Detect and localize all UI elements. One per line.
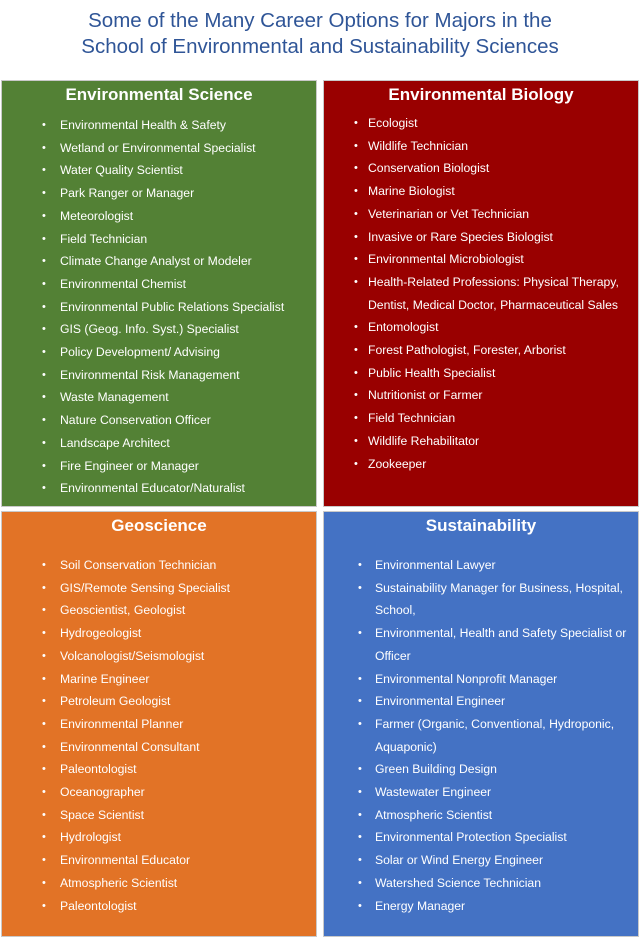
list-item <box>2 477 316 500</box>
bullet-icon: • <box>358 695 362 708</box>
panel-heading: Environmental Biology <box>388 85 574 104</box>
list-item <box>324 316 638 339</box>
list-item <box>324 872 638 895</box>
list-item-label: Environmental Educator/Naturalist <box>60 481 245 496</box>
list-item-label: Public Health Specialist <box>368 365 496 380</box>
panel-geoscience <box>1 511 317 937</box>
bullet-icon: • <box>42 187 46 200</box>
list-item-label: Field Technician <box>368 411 456 426</box>
bullet-icon: • <box>42 786 46 799</box>
bullet-icon: • <box>354 275 358 288</box>
bullet-icon: • <box>354 117 358 129</box>
list-item <box>324 362 638 385</box>
bullet-icon: • <box>42 672 46 685</box>
list-item-label: Environmental Consultant <box>60 739 200 754</box>
bullet-icon: • <box>42 414 46 427</box>
list-item <box>2 713 316 736</box>
bullet-icon: • <box>42 436 46 449</box>
career-list <box>2 554 316 917</box>
list-item-label: Petroleum Geologist <box>60 694 171 709</box>
list-item-label: Oceanographer <box>60 785 145 800</box>
bullet-icon: • <box>358 763 362 776</box>
list-item-label: Paleontologist <box>60 762 137 777</box>
list-item-label: Water Quality Scientist <box>60 163 183 178</box>
list-item-label: Environmental Nonprofit Manager <box>375 671 558 686</box>
list-item <box>2 273 316 296</box>
list-item-label: Farmer (Organic, Conventional, Hydroponic, Aquaponic) <box>375 716 615 754</box>
list-item <box>324 758 638 781</box>
list-item-label: Environmental Lawyer <box>375 558 496 572</box>
list-item <box>324 826 638 849</box>
list-item <box>2 849 316 872</box>
list-item-label: Marine Engineer <box>60 671 150 686</box>
bullet-icon: • <box>354 366 358 379</box>
bullet-icon: • <box>354 457 358 470</box>
list-item <box>324 339 638 362</box>
list-item <box>324 407 638 430</box>
list-item-label: Policy Development/ Advising <box>60 345 220 360</box>
list-item-label: GIS (Geog. Info. Syst.) Specialist <box>60 322 239 337</box>
list-item-label: Wildlife Rehabilitator <box>368 433 480 448</box>
bullet-icon: • <box>358 831 362 844</box>
list-item <box>2 364 316 387</box>
bullet-icon: • <box>354 162 358 175</box>
list-item-label: Wetland or Environmental Specialist <box>60 140 256 155</box>
bullet-icon: • <box>42 323 46 336</box>
list-item-label: Environmental Chemist <box>60 276 186 291</box>
panel-environmental-biology <box>323 80 639 507</box>
bullet-icon: • <box>42 559 46 571</box>
bullet-icon: • <box>358 808 362 821</box>
list-item <box>2 758 316 781</box>
list-item <box>2 409 316 432</box>
bullet-icon: • <box>42 854 46 867</box>
list-item <box>2 895 316 918</box>
list-item <box>2 622 316 645</box>
list-item-label: Invasive or Rare Species Biologist <box>368 229 553 244</box>
list-item-label: Geoscientist, Geologist <box>60 603 186 618</box>
bullet-icon: • <box>42 391 46 404</box>
list-item-label: Veterinarian or Vet Technician <box>368 206 530 221</box>
bullet-icon: • <box>358 876 362 889</box>
panel-sustainability <box>323 511 639 937</box>
list-item <box>2 577 316 600</box>
list-item <box>324 668 638 691</box>
list-item-label: Watershed Science Technician <box>375 875 541 890</box>
bullet-icon: • <box>354 321 358 334</box>
list-item <box>324 895 638 918</box>
list-item <box>2 296 316 319</box>
bullet-icon: • <box>42 604 46 617</box>
bullet-icon: • <box>42 627 46 640</box>
list-item <box>324 180 638 203</box>
bullet-icon: • <box>42 300 46 313</box>
panel-heading: Environmental Science <box>65 85 253 104</box>
list-item-label: Environmental Planner <box>60 716 184 731</box>
bullet-icon: • <box>358 854 362 867</box>
list-item <box>2 826 316 849</box>
bullet-icon: • <box>358 717 362 730</box>
list-item <box>2 182 316 205</box>
list-item <box>324 713 638 758</box>
list-item <box>2 114 316 137</box>
bullet-icon: • <box>354 253 358 266</box>
bullet-icon: • <box>42 808 46 821</box>
bullet-icon: • <box>358 581 362 594</box>
list-item-label: Environmental Protection Specialist <box>375 830 567 845</box>
list-item <box>2 250 316 273</box>
list-item <box>324 430 638 453</box>
bullet-icon: • <box>42 831 46 844</box>
bullet-icon: • <box>42 164 46 177</box>
page-title <box>0 8 640 60</box>
bullet-icon: • <box>42 740 46 753</box>
list-item-label: Nutritionist or Farmer <box>368 388 483 403</box>
list-item-label: Waste Management <box>60 390 169 405</box>
list-item-label: Forest Pathologist, Forester, Arborist <box>368 343 566 358</box>
bullet-icon: • <box>354 139 358 152</box>
list-item-label: Climate Change Analyst or Modeler <box>60 254 252 269</box>
list-item <box>2 645 316 668</box>
list-item <box>324 135 638 158</box>
list-item-label: Environmental Risk Management <box>60 367 240 382</box>
list-item <box>2 554 316 577</box>
list-item-label: Environmental Health & Safety <box>60 118 226 132</box>
list-item <box>2 668 316 691</box>
bullet-icon: • <box>42 209 46 222</box>
list-item-label: Meteorologist <box>60 208 134 223</box>
list-item-label: Landscape Architect <box>60 435 170 450</box>
bullet-icon: • <box>354 207 358 220</box>
list-item-label: Wildlife Technician <box>368 138 469 153</box>
list-item-label: GIS/Remote Sensing Specialist <box>60 580 231 595</box>
list-item <box>324 203 638 226</box>
list-item-label: Space Scientist <box>60 807 145 822</box>
list-item <box>324 577 638 622</box>
bullet-icon: • <box>358 786 362 799</box>
list-item <box>324 622 638 667</box>
bullet-icon: • <box>354 412 358 425</box>
list-item-label: Fire Engineer or Manager <box>60 458 199 473</box>
list-item <box>2 432 316 455</box>
list-item <box>324 271 638 316</box>
list-item-label: Nature Conservation Officer <box>60 413 211 428</box>
bullet-icon: • <box>42 581 46 594</box>
bullet-icon: • <box>42 368 46 381</box>
list-item-label: Paleontologist <box>60 898 137 913</box>
bullet-icon: • <box>354 434 358 447</box>
list-item-label: Sustainability Manager for Business, Hospital, School, <box>375 580 623 618</box>
bullet-icon: • <box>42 876 46 889</box>
bullet-icon: • <box>358 559 362 571</box>
page-title-line-1: Some of the Many Career Options for Majors in the <box>88 9 552 32</box>
list-item-label: Energy Manager <box>375 898 466 913</box>
list-item-label: Solar or Wind Energy Engineer <box>375 853 544 868</box>
list-item-label: Atmospheric Scientist <box>375 807 493 822</box>
bullet-icon: • <box>42 899 46 912</box>
bullet-icon: • <box>42 277 46 290</box>
list-item <box>2 318 316 341</box>
bullet-icon: • <box>358 627 362 640</box>
list-item-label: Environmental, Health and Safety Specialist or Officer <box>375 626 627 663</box>
list-item-label: Zookeeper <box>368 456 427 471</box>
bullet-icon: • <box>358 899 362 912</box>
panel-environmental-science <box>1 80 317 507</box>
list-item <box>324 781 638 804</box>
list-item-label: Entomologist <box>368 320 439 335</box>
bullet-icon: • <box>354 230 358 243</box>
list-item <box>324 112 638 135</box>
bullet-icon: • <box>354 389 358 402</box>
list-item-label: Field Technician <box>60 231 148 246</box>
list-item <box>324 226 638 249</box>
bullet-icon: • <box>354 185 358 198</box>
list-item <box>324 248 638 271</box>
list-item-label: Green Building Design <box>375 762 497 777</box>
list-item-label: Hydrologist <box>60 830 121 845</box>
career-list <box>324 112 638 475</box>
list-item <box>324 849 638 872</box>
list-item <box>324 554 638 577</box>
career-list <box>324 554 638 917</box>
list-item-label: Health-Related Professions: Physical Therapy, Dentist, Medical Doctor, Pharmaceutical Sales <box>368 274 619 312</box>
bullet-icon: • <box>42 141 46 154</box>
list-item <box>324 804 638 827</box>
list-item-label: Environmental Microbiologist <box>368 252 524 267</box>
page-title-line-2: School of Environmental and Sustainability Sciences <box>81 35 559 58</box>
list-item <box>2 599 316 622</box>
list-item-label: Environmental Public Relations Specialist <box>60 299 285 314</box>
bullet-icon: • <box>42 763 46 776</box>
bullet-icon: • <box>358 672 362 685</box>
list-item <box>2 804 316 827</box>
list-item-label: Ecologist <box>368 116 418 130</box>
list-item <box>2 386 316 409</box>
career-list <box>2 114 316 500</box>
panel-heading: Sustainability <box>425 516 537 535</box>
list-item <box>2 205 316 228</box>
list-item-label: Soil Conservation Technician <box>60 558 217 572</box>
list-item-label: Park Ranger or Manager <box>60 186 195 201</box>
list-item <box>324 453 638 476</box>
bullet-icon: • <box>42 255 46 268</box>
panel-heading: Geoscience <box>111 516 207 535</box>
list-item-label: Wastewater Engineer <box>375 785 492 800</box>
list-item <box>324 690 638 713</box>
bullet-icon: • <box>42 232 46 245</box>
bullet-icon: • <box>42 346 46 359</box>
bullet-icon: • <box>42 459 46 472</box>
list-item-label: Environmental Engineer <box>375 694 506 709</box>
bullet-icon: • <box>42 695 46 708</box>
list-item-label: Hydrogeologist <box>60 626 142 641</box>
bullet-icon: • <box>354 344 358 357</box>
list-item <box>324 157 638 180</box>
list-item <box>2 781 316 804</box>
list-item <box>2 872 316 895</box>
list-item <box>2 228 316 251</box>
list-item-label: Atmospheric Scientist <box>60 875 178 890</box>
list-item-label: Conservation Biologist <box>368 161 490 176</box>
bullet-icon: • <box>42 717 46 730</box>
list-item <box>2 341 316 364</box>
bullet-icon: • <box>42 482 46 495</box>
list-item <box>324 384 638 407</box>
list-item <box>2 690 316 713</box>
list-item <box>2 736 316 759</box>
bullet-icon: • <box>42 649 46 662</box>
list-item <box>2 455 316 478</box>
list-item-label: Volcanologist/Seismologist <box>60 648 205 663</box>
list-item <box>2 137 316 160</box>
list-item <box>2 159 316 182</box>
bullet-icon: • <box>42 119 46 131</box>
list-item-label: Environmental Educator <box>60 853 191 868</box>
list-item-label: Marine Biologist <box>368 184 455 199</box>
